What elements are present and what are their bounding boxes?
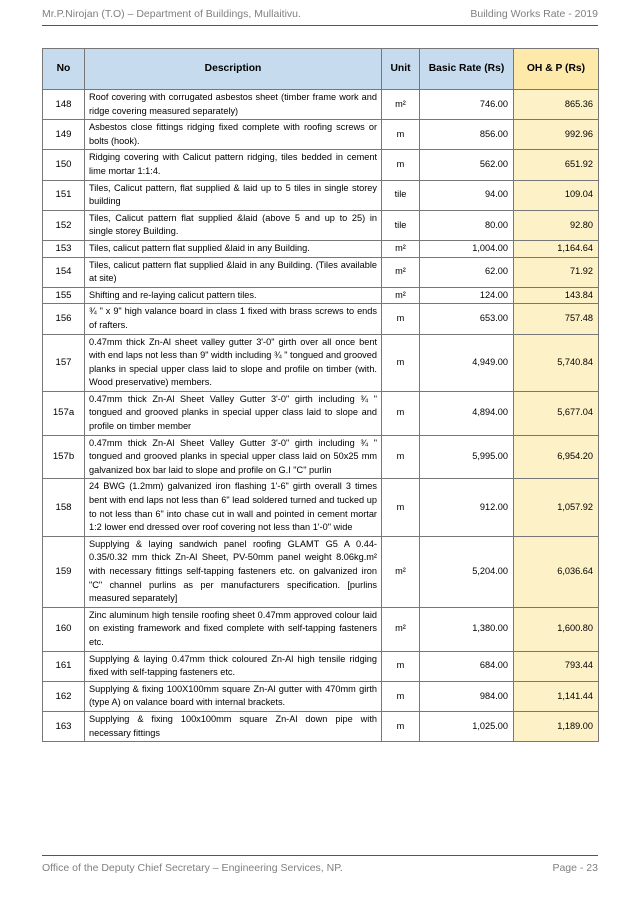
item-basic-rate: 912.00 — [420, 479, 514, 536]
item-basic-rate: 124.00 — [420, 287, 514, 304]
item-number: 163 — [43, 711, 85, 741]
item-basic-rate: 562.00 — [420, 150, 514, 180]
item-oh-p-rate: 651.92 — [514, 150, 599, 180]
item-description: Ridging covering with Calicut pattern ridging, tiles bedded in cement lime mortar 1:1:4. — [85, 150, 382, 180]
col-no-header: No — [43, 49, 85, 90]
item-basic-rate: 984.00 — [420, 681, 514, 711]
item-unit: m — [382, 651, 420, 681]
item-description: Tiles, calicut pattern flat supplied &laid in any Building. (Tiles available at site) — [85, 257, 382, 287]
table-row — [43, 90, 599, 120]
item-oh-p-rate: 71.92 — [514, 257, 599, 287]
item-description: Tiles, Calicut pattern flat supplied &laid (above 5 and up to 25) in single storey Building. — [85, 210, 382, 240]
item-description: Shifting and re-laying calicut pattern tiles. — [85, 287, 382, 304]
col-oh-p-header: OH & P (Rs) — [514, 49, 599, 90]
item-oh-p-rate: 1,164.64 — [514, 240, 599, 257]
item-unit: m — [382, 150, 420, 180]
item-unit: m — [382, 479, 420, 536]
footer-page-number: Page - 23 — [552, 862, 598, 874]
table-row — [43, 607, 599, 651]
table-row — [43, 180, 599, 210]
item-number: 149 — [43, 120, 85, 150]
item-oh-p-rate: 92.80 — [514, 210, 599, 240]
item-oh-p-rate: 1,600.80 — [514, 607, 599, 651]
item-unit: m² — [382, 536, 420, 607]
item-number: 157b — [43, 435, 85, 479]
table-row — [43, 536, 599, 607]
table-row — [43, 479, 599, 536]
item-oh-p-rate: 757.48 — [514, 304, 599, 334]
item-description: ¾ " x 9" high valance board in class 1 fixed with brass screws to ends of rafters. — [85, 304, 382, 334]
item-description: Supplying & laying 0.47mm thick coloured Zn-Al high tensile ridging fixed with self-tapping fasteners etc. — [85, 651, 382, 681]
item-number: 154 — [43, 257, 85, 287]
item-number: 155 — [43, 287, 85, 304]
item-basic-rate: 5,204.00 — [420, 536, 514, 607]
item-description: 0.47mm thick Zn-Al sheet valley gutter 3'-0" girth over all once bent with end laps not less than 9" width including ¾ " tongued and grooved planks in special upper class laid to slope and profile on timber (with. Wood preservative) members. — [85, 334, 382, 391]
item-oh-p-rate: 5,740.84 — [514, 334, 599, 391]
item-oh-p-rate: 6,036.64 — [514, 536, 599, 607]
table-row — [43, 287, 599, 304]
item-unit: m² — [382, 240, 420, 257]
col-description-header: Description — [85, 49, 382, 90]
item-description: 24 BWG (1.2mm) galvanized iron flashing 1'-6" girth overall 3 times bent with end laps not less than 6" lead soldered turned and tucked up to not less than 6" into chase cut in wall and pointed in cement mortar 1:2 lower end dressed over roof covering not less than 1'-0" wide — [85, 479, 382, 536]
item-unit: m — [382, 120, 420, 150]
footer-divider — [42, 855, 598, 856]
item-basic-rate: 62.00 — [420, 257, 514, 287]
rates-table — [42, 48, 599, 742]
item-unit: tile — [382, 180, 420, 210]
item-oh-p-rate: 992.96 — [514, 120, 599, 150]
item-description: Supplying & fixing 100x100mm square Zn-Al down pipe with necessary fittings — [85, 711, 382, 741]
item-unit: m — [382, 304, 420, 334]
item-number: 160 — [43, 607, 85, 651]
item-number: 161 — [43, 651, 85, 681]
item-description: Tiles, Calicut pattern, flat supplied & laid up to 5 tiles in single storey building — [85, 180, 382, 210]
item-unit: m — [382, 711, 420, 741]
item-unit: m² — [382, 287, 420, 304]
table-row — [43, 681, 599, 711]
item-oh-p-rate: 143.84 — [514, 287, 599, 304]
item-description: Tiles, calicut pattern flat supplied &laid in any Building. — [85, 240, 382, 257]
item-number: 159 — [43, 536, 85, 607]
page-footer — [42, 862, 598, 878]
table-row — [43, 391, 599, 435]
item-oh-p-rate: 865.36 — [514, 90, 599, 120]
item-number: 156 — [43, 304, 85, 334]
col-unit-header: Unit — [382, 49, 420, 90]
table-row — [43, 304, 599, 334]
table-row — [43, 210, 599, 240]
item-basic-rate: 1,380.00 — [420, 607, 514, 651]
item-unit: m — [382, 681, 420, 711]
item-number: 150 — [43, 150, 85, 180]
item-unit: m — [382, 435, 420, 479]
item-description: Supplying & fixing 100X100mm square Zn-Al gutter with 470mm girth (type A) on valance board with internal brackets. — [85, 681, 382, 711]
item-basic-rate: 684.00 — [420, 651, 514, 681]
item-oh-p-rate: 1,141.44 — [514, 681, 599, 711]
table-row — [43, 257, 599, 287]
item-basic-rate: 5,995.00 — [420, 435, 514, 479]
item-number: 157a — [43, 391, 85, 435]
item-basic-rate: 4,894.00 — [420, 391, 514, 435]
item-unit: m² — [382, 607, 420, 651]
item-oh-p-rate: 5,677.04 — [514, 391, 599, 435]
table-row — [43, 150, 599, 180]
item-basic-rate: 856.00 — [420, 120, 514, 150]
table-row — [43, 651, 599, 681]
item-basic-rate: 94.00 — [420, 180, 514, 210]
item-description: Asbestos close fittings ridging fixed complete with roofing screws or bolts (hook). — [85, 120, 382, 150]
table-row — [43, 240, 599, 257]
item-basic-rate: 1,004.00 — [420, 240, 514, 257]
item-unit: m — [382, 391, 420, 435]
footer-office: Office of the Deputy Chief Secretary – Engineering Services, NP. — [42, 862, 343, 874]
item-description: Roof covering with corrugated asbestos sheet (timber frame work and ridge covering measured separately) — [85, 90, 382, 120]
item-description: 0.47mm thick Zn-Al Sheet Valley Gutter 3'-0" girth including ¾ " tongued and grooved planks in special upper class laid on 50x25 mm galvanized box bar laid to slope and profile on G.I "C" purlin — [85, 435, 382, 479]
item-unit: m — [382, 334, 420, 391]
item-basic-rate: 746.00 — [420, 90, 514, 120]
item-number: 162 — [43, 681, 85, 711]
item-description: Supplying & laying sandwich panel roofing GLAMT G5 A 0.44-0.35/0.32 mm thick Zn-Al Sheet, PV-50mm panel weight 8.06kg.m² with necessary fittings self-tapping fasteners etc. on galvanized iron "C" channel purlins as per manufacturers specification. [purlins measured separately] — [85, 536, 382, 607]
header-author: Mr.P.Nirojan (T.O) – Department of Buildings, Mullaitivu. — [42, 8, 301, 20]
item-unit: m² — [382, 90, 420, 120]
item-number: 157 — [43, 334, 85, 391]
item-number: 151 — [43, 180, 85, 210]
item-number: 158 — [43, 479, 85, 536]
item-description: 0.47mm thick Zn-Al Sheet Valley Gutter 3'-0" girth including ¾ " tongued and grooved planks in special upper class laid to slope and profile on timber member — [85, 391, 382, 435]
item-oh-p-rate: 109.04 — [514, 180, 599, 210]
header-divider — [42, 25, 598, 26]
table-row — [43, 711, 599, 741]
item-description: Zinc aluminum high tensile roofing sheet 0.47mm approved colour laid on existing framework and fixed complete with self-tapping fasteners etc. — [85, 607, 382, 651]
item-basic-rate: 1,025.00 — [420, 711, 514, 741]
item-number: 152 — [43, 210, 85, 240]
item-basic-rate: 4,949.00 — [420, 334, 514, 391]
item-unit: tile — [382, 210, 420, 240]
item-oh-p-rate: 1,189.00 — [514, 711, 599, 741]
item-basic-rate: 80.00 — [420, 210, 514, 240]
item-basic-rate: 653.00 — [420, 304, 514, 334]
col-basic-rate-header: Basic Rate (Rs) — [420, 49, 514, 90]
table-header-row — [43, 49, 599, 90]
item-oh-p-rate: 6,954.20 — [514, 435, 599, 479]
table-row — [43, 120, 599, 150]
item-number: 153 — [43, 240, 85, 257]
page-header — [42, 8, 598, 24]
table-row — [43, 435, 599, 479]
item-oh-p-rate: 793.44 — [514, 651, 599, 681]
item-unit: m² — [382, 257, 420, 287]
table-row — [43, 334, 599, 391]
item-oh-p-rate: 1,057.92 — [514, 479, 599, 536]
item-number: 148 — [43, 90, 85, 120]
header-title: Building Works Rate - 2019 — [470, 8, 598, 20]
